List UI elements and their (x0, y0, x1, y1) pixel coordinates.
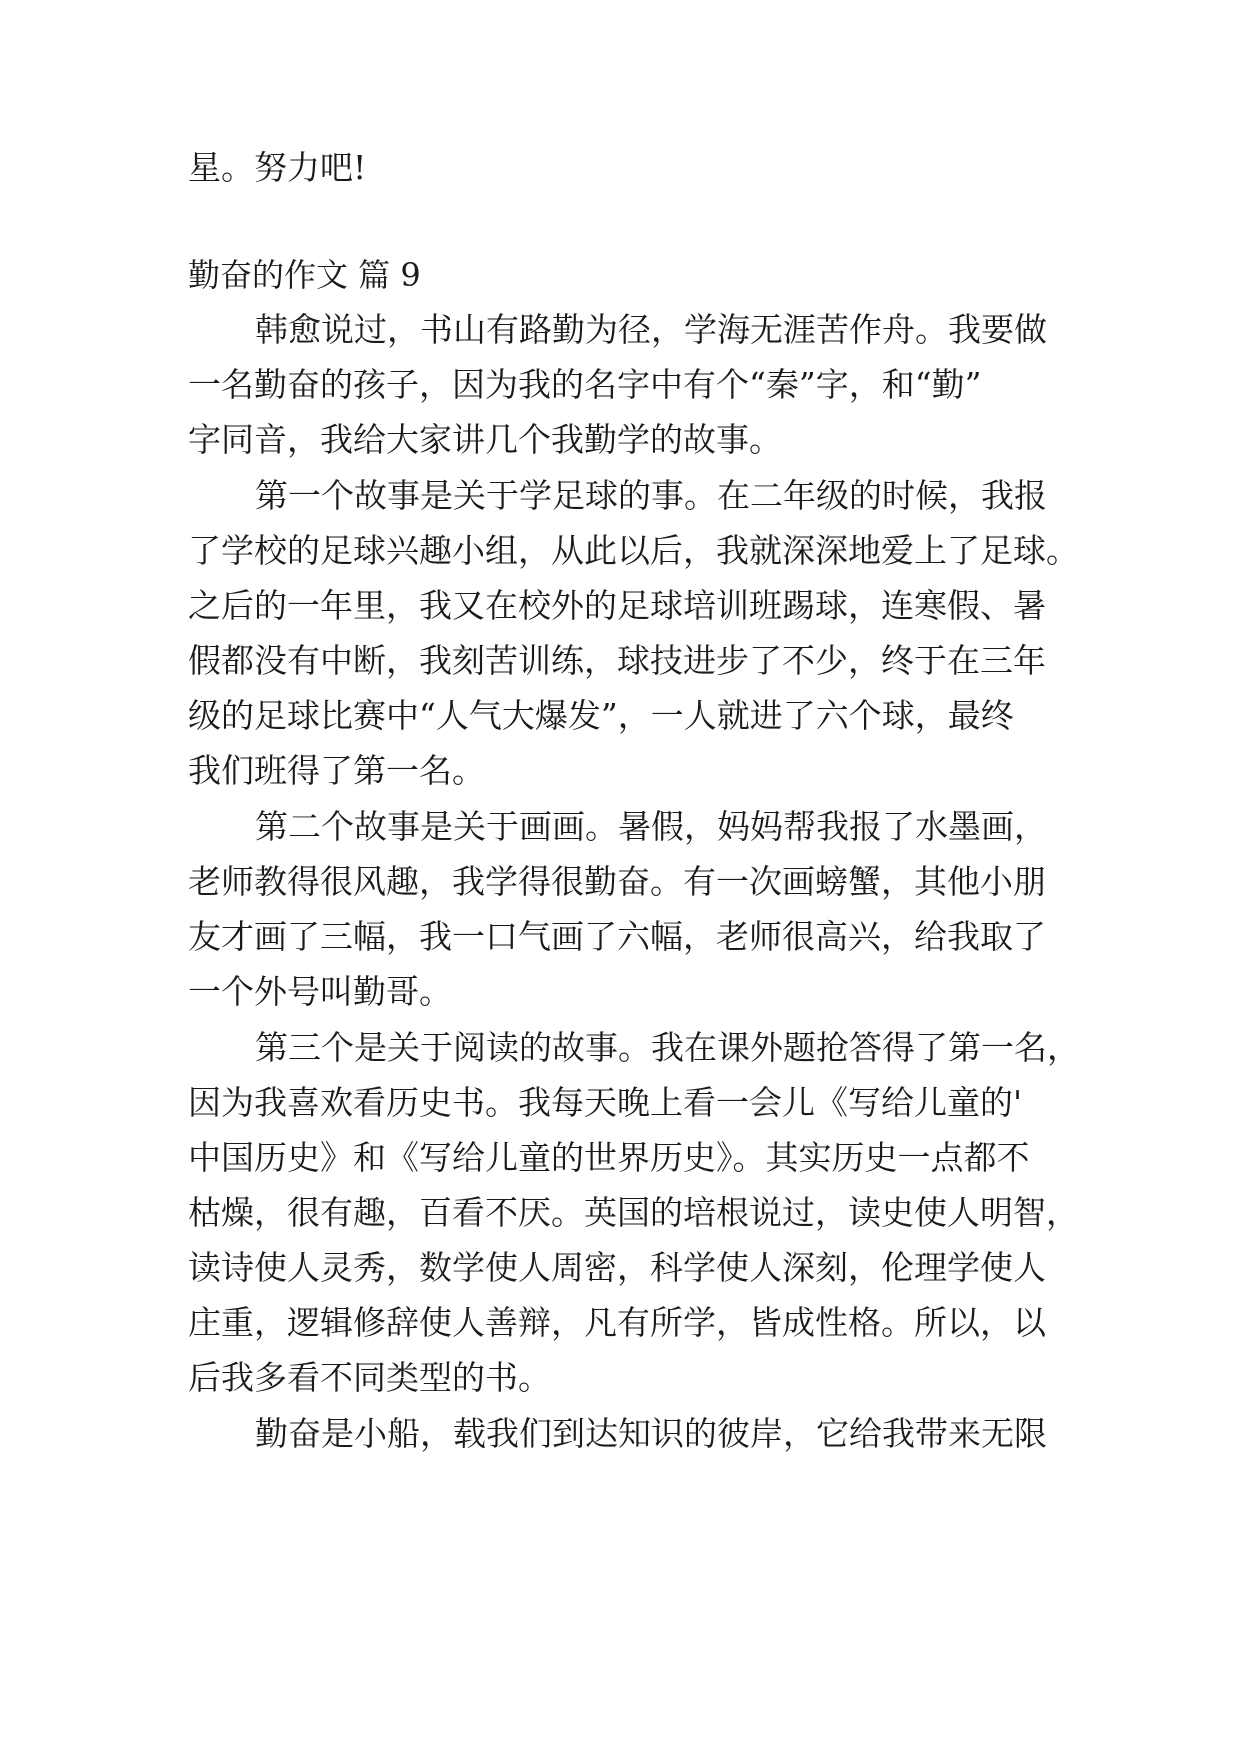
paragraph-line: 读诗使人灵秀，数学使人周密，科学使人深刻，伦理学使人 (188, 1248, 1046, 1287)
paragraph-line: 级的足球比赛中“人气大爆发”，一人就进了六个球，最终 (188, 696, 1014, 735)
paragraph-line: 勤奋是小船，载我们到达知识的彼岸，它给我带来无限 (255, 1414, 1047, 1453)
paragraph-line: 中国历史》和《写给儿童的世界历史》。其实历史一点都不 (188, 1138, 1030, 1177)
paragraph-line: 友才画了三幅，我一口气画了六幅，老师很高兴，给我取了 (188, 917, 1046, 956)
paragraph-line: 枯燥，很有趣，百看不厌。英国的培根说过，读史使人明智， (188, 1193, 1079, 1232)
essay-heading: 勤奋的作文 篇 9 (188, 256, 421, 294)
paragraph-line: 老师教得很风趣，我学得很勤奋。有一次画螃蟹，其他小朋 (188, 862, 1046, 901)
paragraph-line: 假都没有中断，我刻苦训练，球技进步了不少，终于在三年 (188, 641, 1046, 680)
paragraph-line: 因为我喜欢看历史书。我每天晚上看一会儿《写给儿童的' (188, 1083, 1023, 1122)
paragraph-line: 了学校的足球兴趣小组，从此以后，我就深深地爱上了足球。 (188, 531, 1079, 570)
paragraph-line: 之后的一年里，我又在校外的足球培训班踢球，连寒假、暑 (188, 586, 1046, 625)
paragraph-line: 后我多看不同类型的书。 (188, 1358, 551, 1397)
paragraph-line: 第二个故事是关于画画。暑假，妈妈帮我报了水墨画， (255, 807, 1047, 846)
paragraph-line: 字同音，我给大家讲几个我勤学的故事。 (188, 420, 782, 459)
continuation-line: 星。努力吧! (188, 148, 367, 187)
paragraph-line: 第三个是关于阅读的故事。我在课外题抢答得了第一名， (255, 1028, 1080, 1067)
paragraph-line: 一名勤奋的孩子，因为我的名字中有个“秦”字，和“勤” (188, 365, 982, 404)
paragraph-line: 一个外号叫勤哥。 (188, 972, 452, 1011)
paragraph-line: 第一个故事是关于学足球的事。在二年级的时候，我报 (255, 476, 1047, 515)
paragraph-line: 韩愈说过，书山有路勤为径，学海无涯苦作舟。我要做 (255, 310, 1047, 349)
paragraph-line: 庄重，逻辑修辞使人善辩，凡有所学，皆成性格。所以，以 (188, 1303, 1046, 1342)
paragraph-line: 我们班得了第一名。 (188, 751, 485, 790)
